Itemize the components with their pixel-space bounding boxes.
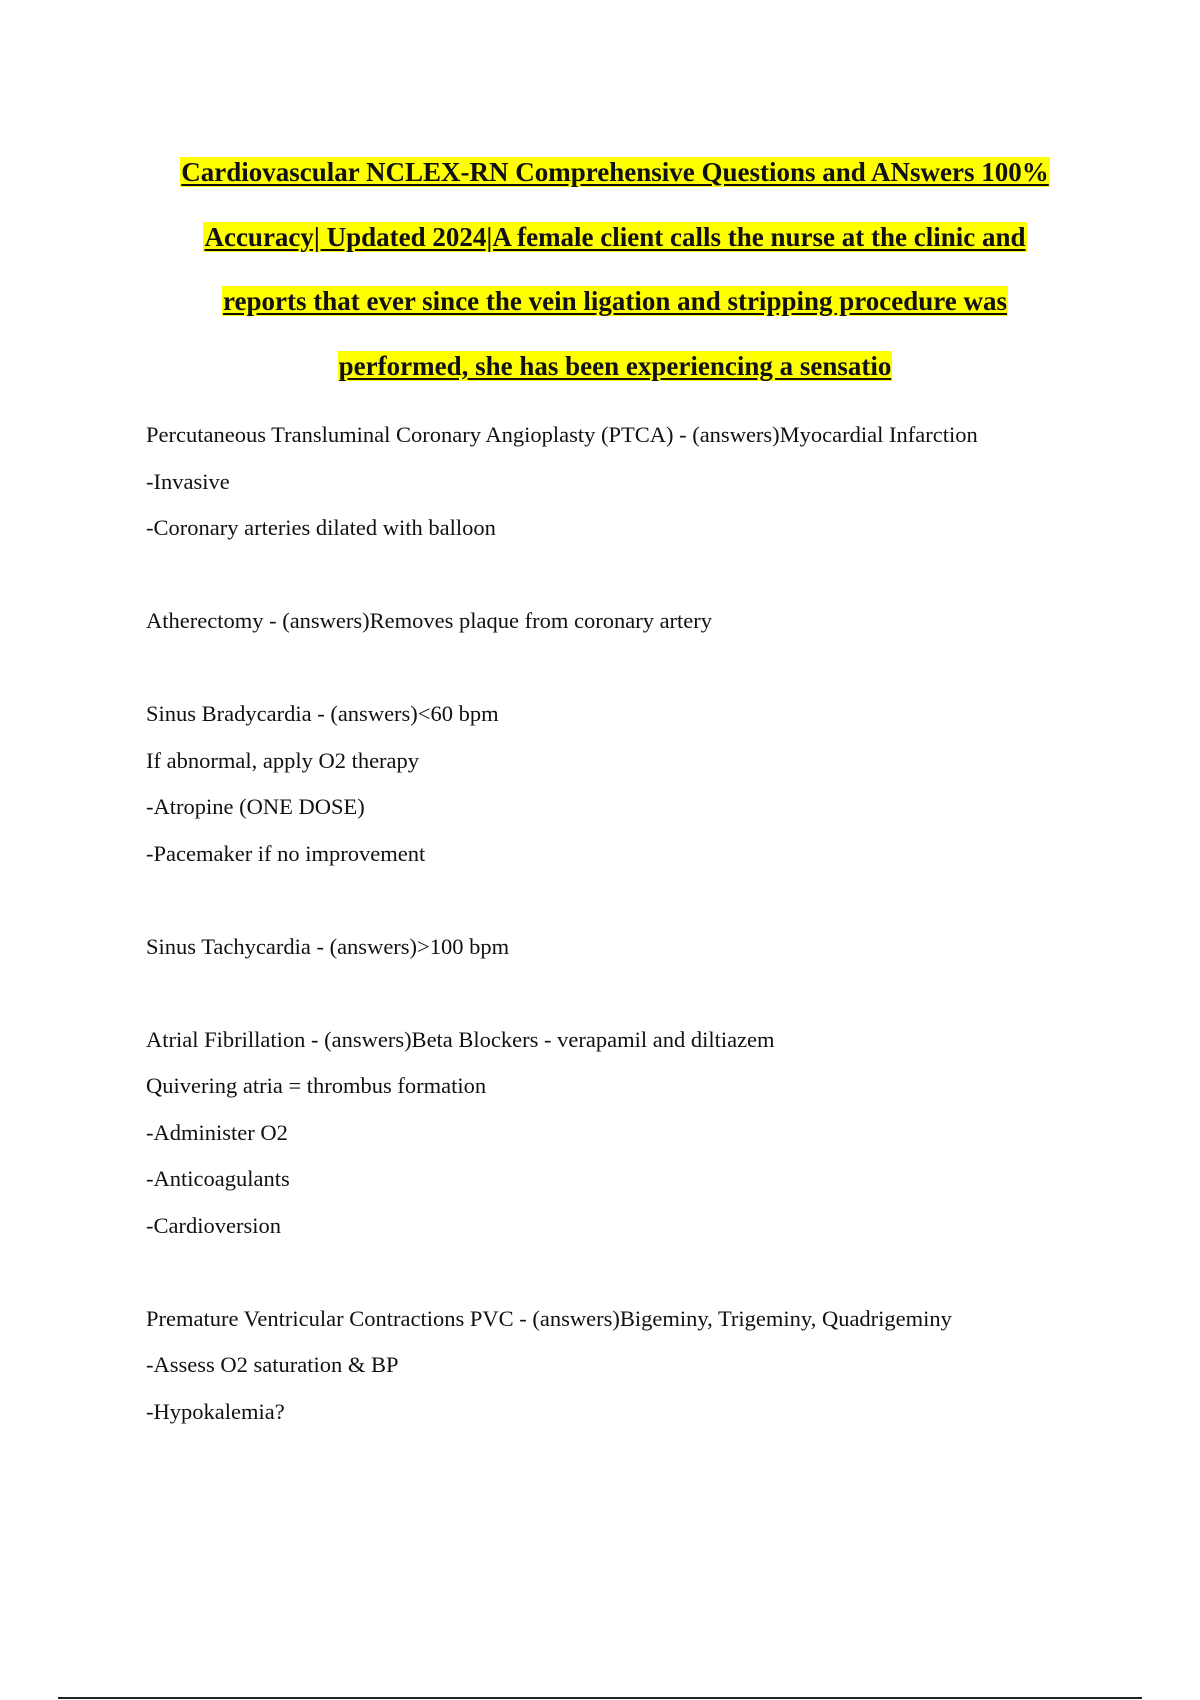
entry-heading: Sinus Tachycardia - (answers)>100 bpm <box>146 933 510 959</box>
entry-detail: -Administer O2 <box>146 1119 288 1145</box>
entry-detail: -Assess O2 saturation & BP <box>146 1352 399 1377</box>
entry-detail: Quivering atria = thrombus formation <box>146 1073 487 1098</box>
page-footer-rule <box>58 1697 1142 1699</box>
flashcard-list <box>146 412 1106 1435</box>
spacer <box>146 877 1106 924</box>
entry-heading: Sinus Bradycardia - (answers)<60 bpm <box>146 701 499 726</box>
entry-detail: -Invasive <box>146 468 230 494</box>
entry-detail: -Anticoagulants <box>146 1166 290 1191</box>
entry-ptca <box>146 412 1106 552</box>
entry-detail: -Pacemaker if no improvement <box>146 840 426 866</box>
spacer <box>146 970 1106 1017</box>
spacer <box>146 645 1106 692</box>
entry-detail: -Cardioversion <box>146 1212 281 1238</box>
entry-heading: Atrial Fibrillation - (answers)Beta Blockers - verapamil and diltiazem <box>146 1026 775 1052</box>
entry-detail: If abnormal, apply O2 therapy <box>146 747 420 773</box>
entry-sinus-bradycardia <box>146 691 1106 877</box>
spacer <box>146 552 1106 599</box>
entry-atherectomy <box>146 598 1106 645</box>
title-line: performed, she has been experiencing a sensatio <box>338 350 892 381</box>
document-title <box>150 140 1080 398</box>
entry-detail: -Hypokalemia? <box>146 1398 285 1424</box>
title-line: reports that ever since the vein ligation and stripping procedure was <box>222 286 1007 316</box>
entry-heading: Percutaneous Transluminal Coronary Angioplasty (PTCA) - (answers)Myocardial Infarction <box>146 422 978 447</box>
title-line: Accuracy| Updated 2024|A female client calls the nurse at the clinic and <box>204 221 1026 252</box>
entry-heading: Atherectomy - (answers)Removes plaque from coronary artery <box>146 608 713 633</box>
spacer <box>146 1249 1106 1296</box>
entry-sinus-tachycardia <box>146 924 1106 971</box>
entry-heading: Premature Ventricular Contractions PVC - (answers)Bigeminy, Trigeminy, Quadrigeminy <box>146 1305 952 1331</box>
entry-detail: -Coronary arteries dilated with balloon <box>146 515 496 540</box>
title-line: Cardiovascular NCLEX-RN Comprehensive Questions and ANswers 100% <box>181 157 1049 187</box>
entry-pvc <box>146 1296 1106 1436</box>
entry-detail: -Atropine (ONE DOSE) <box>146 794 365 819</box>
entry-atrial-fibrillation <box>146 1017 1106 1250</box>
